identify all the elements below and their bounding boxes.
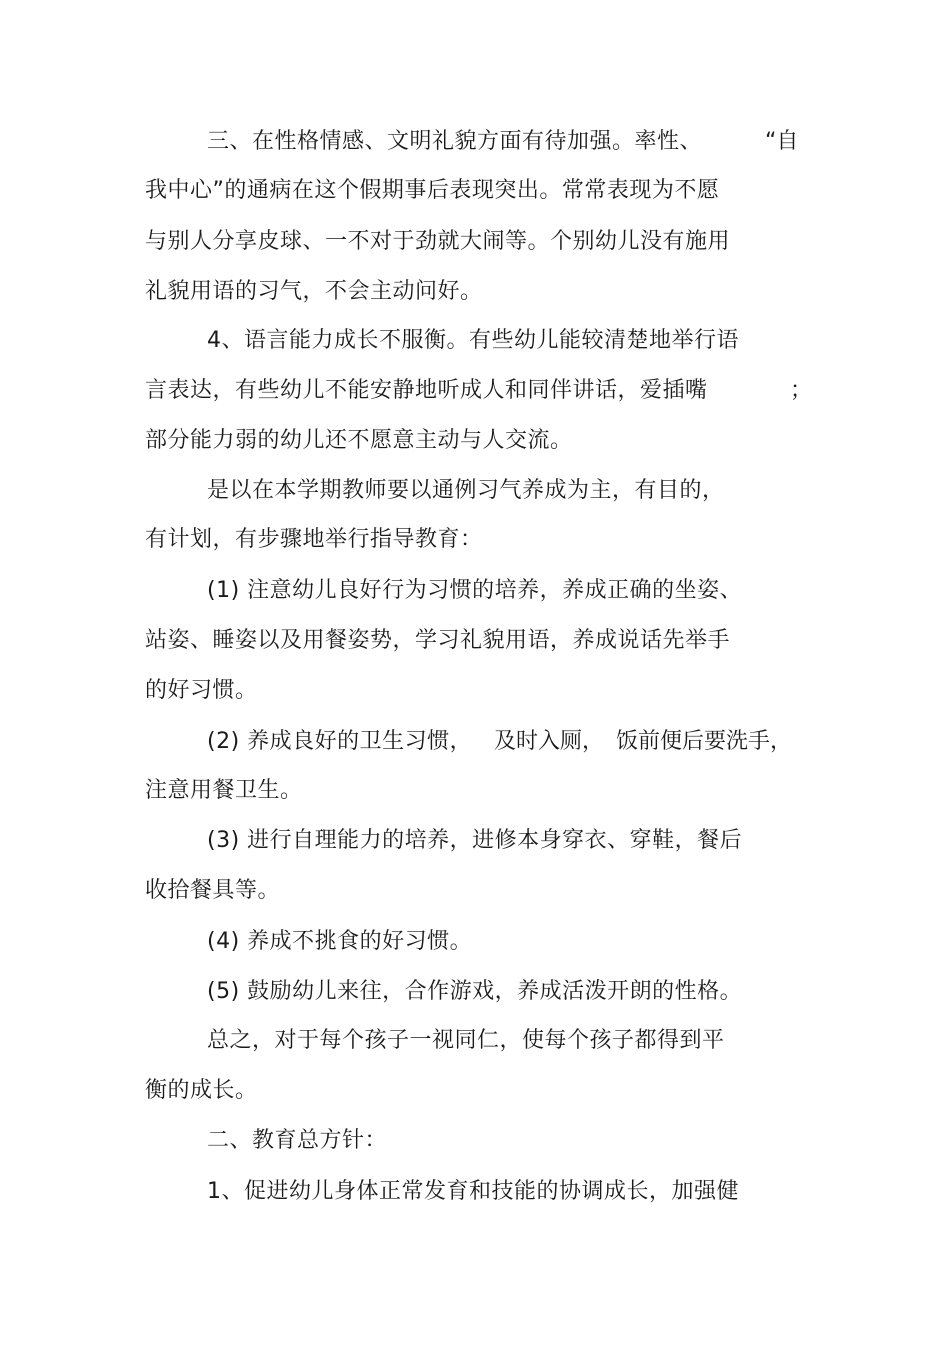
paragraph-line: 是以在本学期教师要以通例习气养成为主，有目的， bbox=[207, 478, 725, 503]
paragraph-line-tail: ； bbox=[790, 378, 813, 403]
paragraph-line: 礼貌用语的习气，不会主动问好。 bbox=[145, 279, 483, 304]
list-item-segment: 饭前便后要洗手， bbox=[616, 729, 793, 754]
paragraph-line-tail: “自 bbox=[765, 129, 799, 154]
paragraph-line: 与别人分享皮球、一不对于劲就大闹等。个别幼儿没有施用 bbox=[145, 229, 731, 254]
paragraph-line: 三、在性格情感、文明礼貌方面有待加强。率性、 bbox=[207, 129, 703, 154]
list-item-segment: 及时入厕， bbox=[494, 729, 605, 754]
list-item-line: 的好习惯。 bbox=[145, 678, 258, 703]
list-item-line: (1) 注意幼儿良好行为习惯的培养，养成正确的坐姿、 bbox=[207, 578, 743, 603]
paragraph-line: 总之，对于每个孩子一视同仁，使每个孩子都得到平 bbox=[207, 1028, 725, 1053]
paragraph-line: 有计划，有步骤地举行指导教育： bbox=[145, 527, 483, 552]
paragraph-line: 我中心”的通病在这个假期事后表现突出。常常表现为不愿 bbox=[145, 178, 720, 203]
paragraph-line: 言表达，有些幼儿不能安静地听成人和同伴讲话，爱插嘴 bbox=[145, 378, 708, 403]
list-item-line: 站姿、睡姿以及用餐姿势，学习礼貌用语，养成说话先举手 bbox=[145, 628, 731, 653]
paragraph-line: 部分能力弱的幼儿还不愿意主动与人交流。 bbox=[145, 428, 573, 453]
list-item-line: 收拾餐具等。 bbox=[145, 878, 281, 903]
list-item-line: 注意用餐卫生。 bbox=[145, 778, 303, 803]
paragraph-line: 1、促进幼儿身体正常发育和技能的协调成长，加强健 bbox=[207, 1179, 739, 1204]
list-item-line: (2) 养成良好的卫生习惯， bbox=[207, 729, 473, 754]
section-heading: 二、教育总方针： bbox=[207, 1128, 388, 1153]
list-item-line: (4) 养成不挑食的好习惯。 bbox=[207, 929, 473, 954]
list-item-line: (5) 鼓励幼儿来往，合作游戏，养成活泼开朗的性格。 bbox=[207, 979, 743, 1004]
paragraph-line: 4、语言能力成长不服衡。有些幼儿能较清楚地举行语 bbox=[207, 328, 739, 353]
paragraph-line: 衡的成长。 bbox=[145, 1078, 258, 1103]
list-item-line: (3) 进行自理能力的培养，进修本身穿衣、穿鞋，餐后 bbox=[207, 828, 743, 853]
